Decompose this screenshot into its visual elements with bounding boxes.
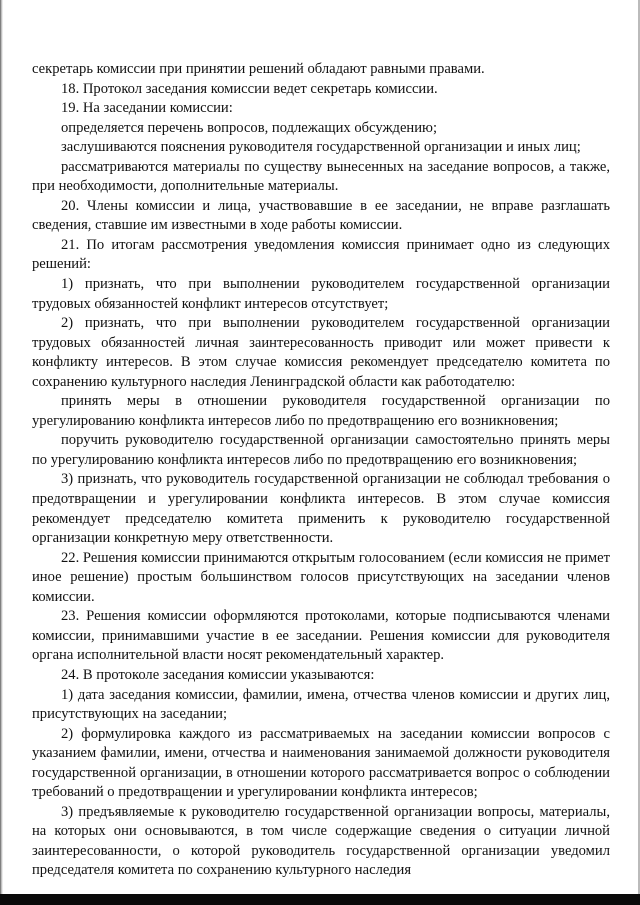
paragraph-clause-24: 24. В протоколе заседания комиссии указываются: — [61, 666, 375, 683]
paragraph-clause-24-item-3: 3) предъявляемые к руководителю государственной организации вопросы, материалы, на которых они основываются, в том числе содержащие сведения о ситуации личной заинтересованности, о которой руководитель государственной организации уведомил председателя комитета по сохранению культурного наследия — [32, 803, 610, 879]
paragraph-continuation: секретарь комиссии при принятии решений обладают равными правами. — [32, 61, 485, 77]
paragraph-clause-21-item-2-a: принять меры в отношении руководителя государственной организации по урегулированию конфликта интересов либо по предотвращению его возникновения; — [32, 393, 610, 429]
paragraph-clause-21-item-3: 3) признать, что руководитель государственной организации не соблюдал требования о предотвращении и урегулировании конфликта интересов. В этом случае комиссия рекомендует председателю комитета применить к руководителю государственной организации конкретную меру ответственности. — [32, 471, 610, 547]
paragraph-clause-21-item-2: 2) признать, что при выполнении руководителем государственной организации трудовых обязанностей личная заинтересованность приводит или может привести к конфликту интересов. В этом случае комиссия рекомендует председателю комитета по сохранению культурного наследия Ленинградской области как работодателю: — [32, 315, 610, 390]
paragraph-clause-20: 20. Члены комиссии и лица, участвовавшие в ее заседании, не вправе разглашать сведения, ставшие им известными в ходе работы комиссии. — [32, 197, 610, 234]
paragraph-clause-23: 23. Решения комиссии оформляются протоколами, которые подписываются членами комиссии, принимавшими участие в ее заседании. Решения комиссии для руководителя органа исполнительной власти носят рекомендательный характер. — [32, 608, 610, 664]
paragraph-clause-24-item-1: 1) дата заседания комиссии, фамилии, имена, отчества членов комиссии и других лиц, присутствующих на заседании; — [32, 686, 610, 723]
scan-edge-bottom — [0, 894, 640, 905]
paragraph-clause-22: 22. Решения комиссии принимаются открытым голосованием (если комиссия не примет иное решение) простым большинством голосов присутствующих на заседании членов комиссии. — [32, 549, 610, 605]
paragraph-clause-19-item-3: рассматриваются материалы по существу вынесенных на заседание вопросов, а также, при необходимости, дополнительные материалы. — [32, 158, 610, 195]
paragraph-clause-18: 18. Протокол заседания комиссии ведет секретарь комиссии. — [61, 80, 438, 97]
paragraph-clause-21-item-2-b: поручить руководителю государственной организации самостоятельно принять меры по урегулированию конфликта интересов либо по предотвращению его возникновения; — [32, 432, 610, 468]
paragraph-clause-21-item-1: 1) признать, что при выполнении руководителем государственной организации трудовых обязанностей конфликт интересов отсутствует; — [32, 276, 610, 312]
scan-edge-left — [0, 0, 3, 905]
paragraph-clause-19-item-2: заслушиваются пояснения руководителя государственной организации и иных лиц; — [61, 139, 581, 156]
paragraph-clause-19: 19. На заседании комиссии: — [61, 100, 233, 117]
paragraph-clause-19-item-1: определяется перечень вопросов, подлежащих обсуждению; — [61, 119, 438, 136]
paragraph-clause-24-item-2: 2) формулировка каждого из рассматриваемых на заседании комиссии вопросов с указанием фамилии, имени, отчества и наименования занимаемой должности руководителя государственной организации, в отношении которого рассматривается вопрос о соблюдении требований о предотвращении и урегулировании конфликта интересов; — [32, 725, 610, 801]
paragraph-clause-21: 21. По итогам рассмотрения уведомления комиссия принимает одно из следующих решений: — [32, 236, 610, 273]
document-page — [32, 60, 610, 881]
